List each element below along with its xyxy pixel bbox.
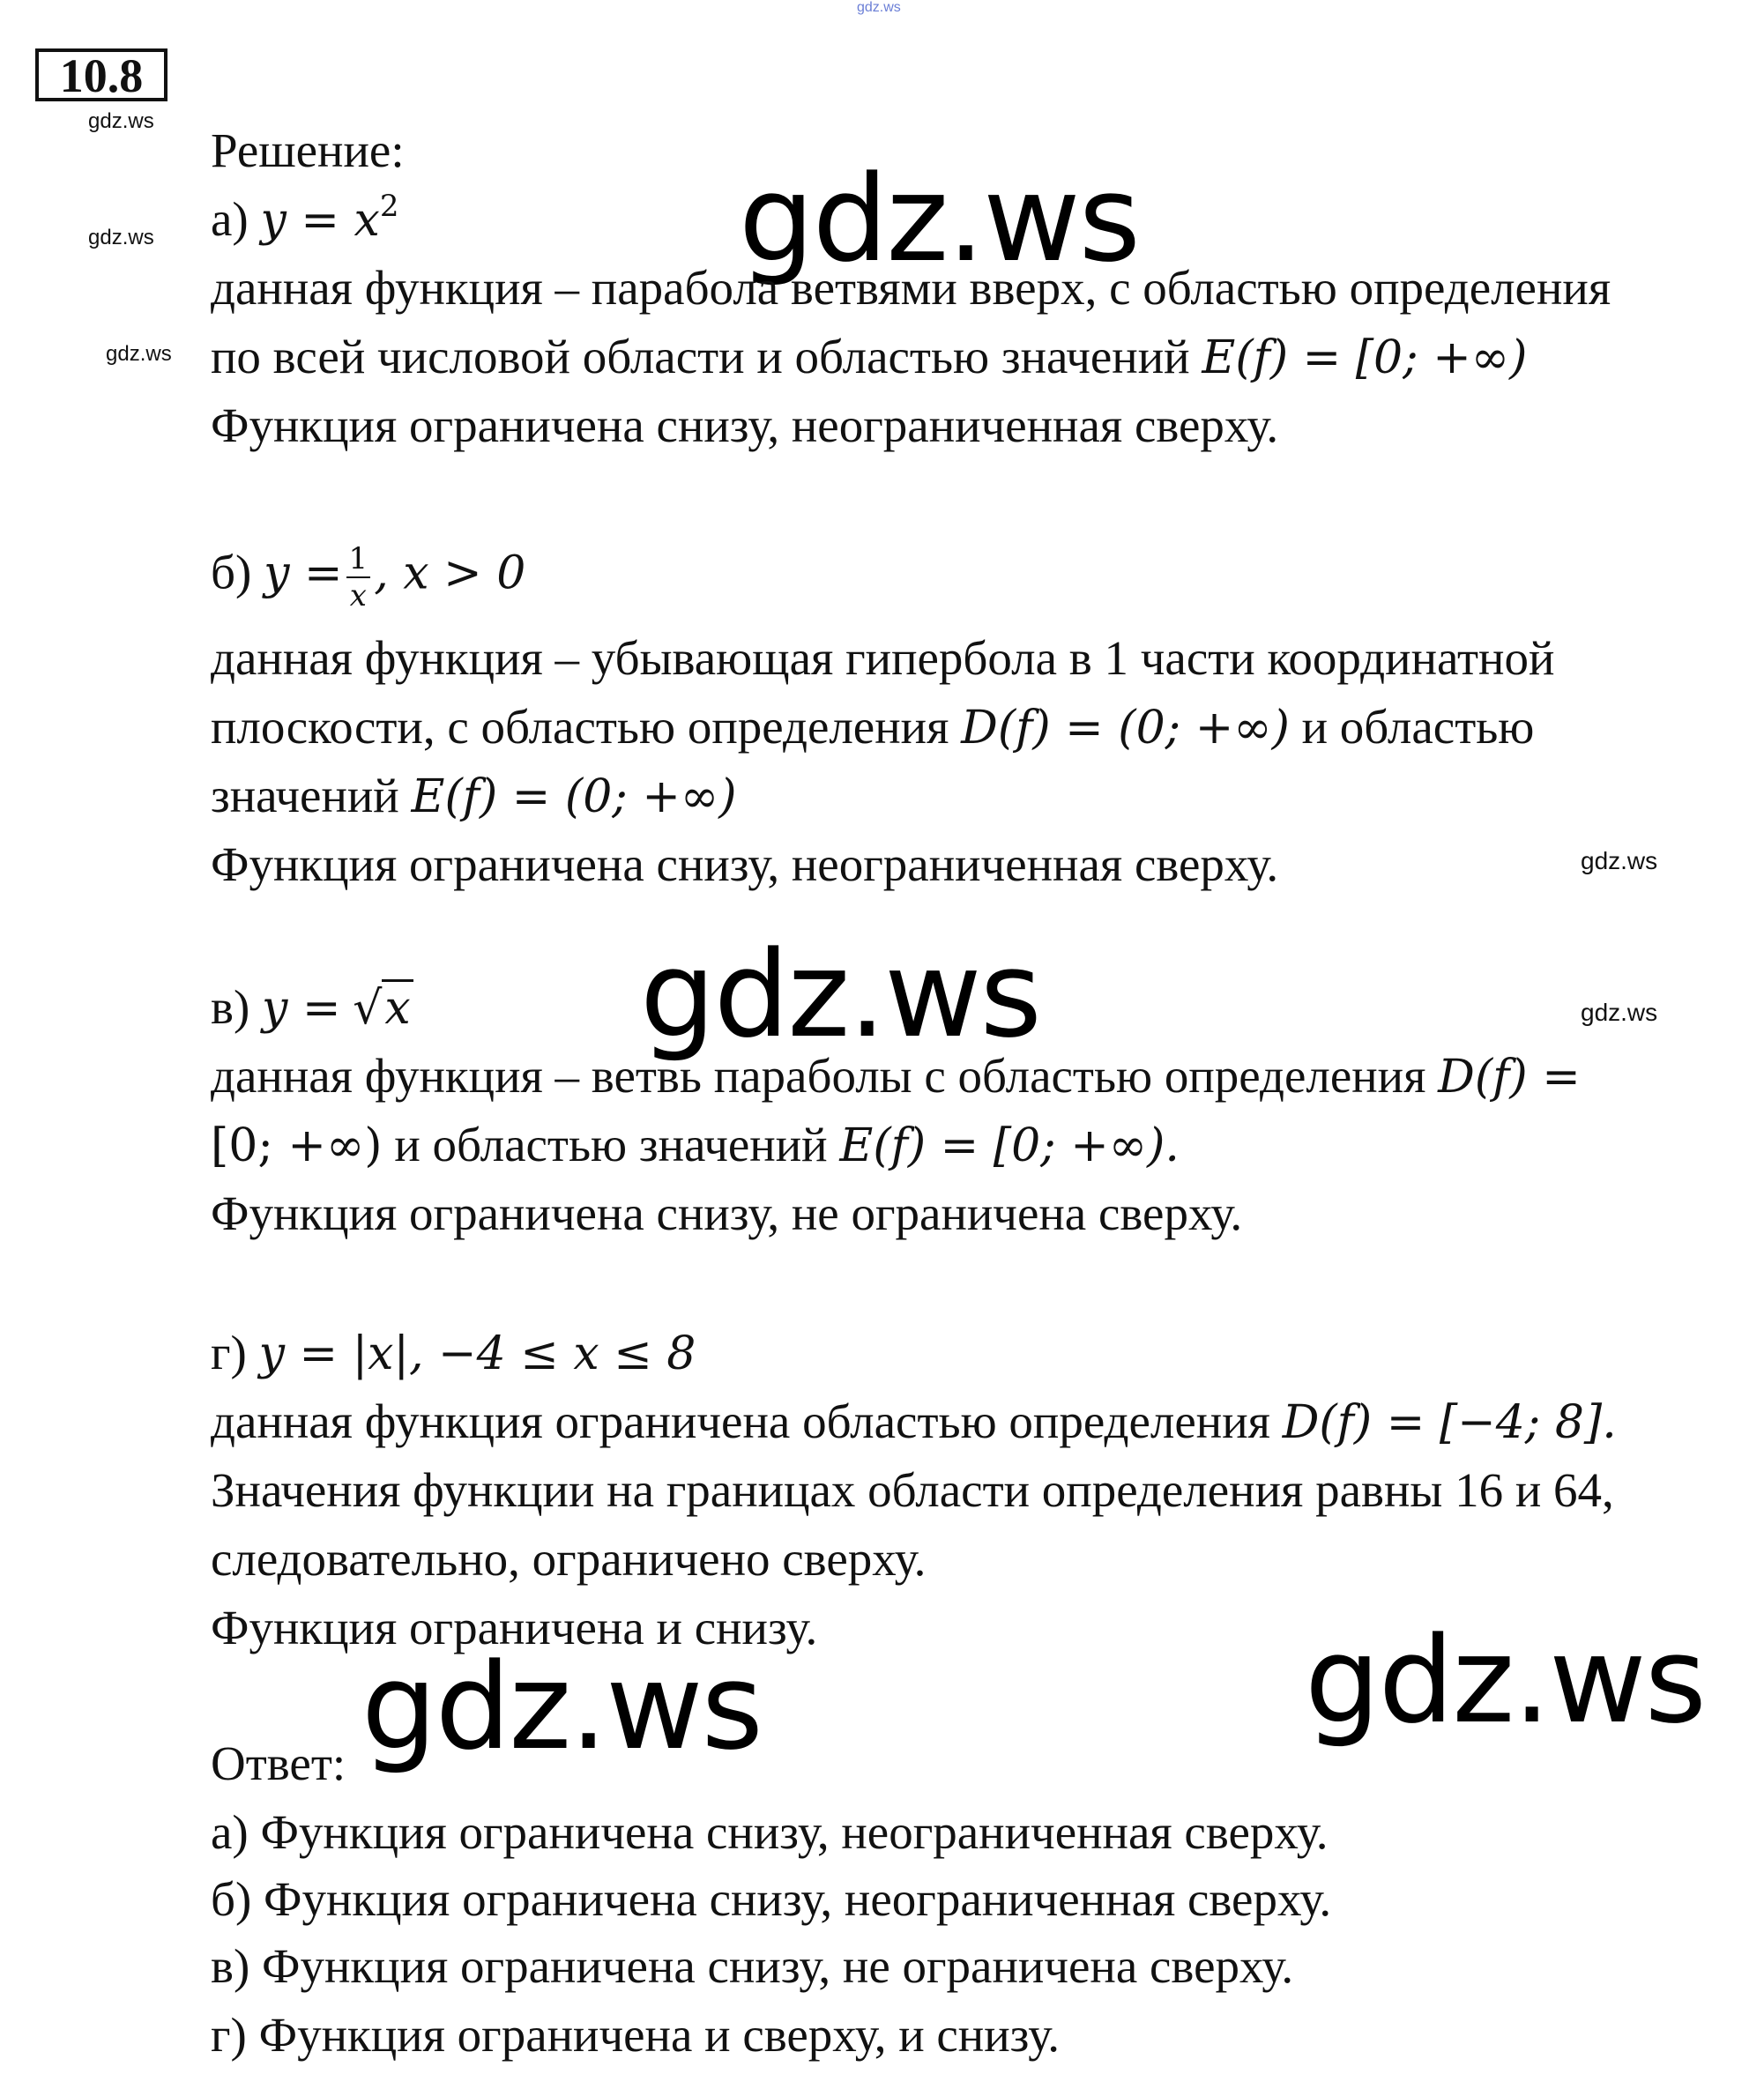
math: E(f) = (0; +∞) [411, 770, 737, 823]
exponent: 2 [379, 189, 399, 224]
text: данная функция ограничена областью определения [211, 1394, 1270, 1448]
math: D(f) = (0; +∞) [961, 702, 1290, 755]
watermark-large: gdz.ws [640, 926, 1040, 1064]
part-c-conclusion: Функция ограничена снизу, не ограничена сверху. [211, 1186, 1243, 1240]
formula-lhs: y = [262, 982, 341, 1035]
part-d-line1 [211, 1391, 1617, 1453]
watermark-small: gdz.ws [1581, 999, 1658, 1026]
part-b-line3 [211, 765, 737, 828]
part-c-line2 [211, 1114, 1180, 1177]
text: и областью значений [394, 1118, 828, 1171]
math: E(f) = [0; +∞) [1202, 331, 1528, 384]
part-b-line1: данная функция – убывающая гипербола в 1 части координатной [211, 631, 1555, 685]
part-a-conclusion: Функция ограничена снизу, неограниченная сверху. [211, 398, 1279, 452]
answer-item: а) Функция ограничена снизу, неограниченная сверху. [211, 1805, 1329, 1859]
part-d-formula [211, 1322, 696, 1385]
text: данная функция – ветвь параболы с областью определения [211, 1049, 1426, 1103]
solution-heading: Решение: [211, 123, 405, 177]
problem-number-badge: 10.8 [35, 48, 167, 101]
part-c-formula [211, 977, 413, 1039]
text-tail: и областью [1301, 700, 1535, 754]
answer-heading: Ответ: [211, 1736, 346, 1790]
part-b-formula [211, 541, 525, 613]
text: значений [211, 769, 399, 822]
watermark-top: gdz.ws [857, 0, 901, 15]
part-label: б) [211, 545, 252, 599]
answer-item: г) Функция ограничена и сверху, и снизу. [211, 2008, 1060, 2062]
part-c-line1 [211, 1045, 1581, 1108]
part-d-line3: следовательно, ограничено сверху. [211, 1532, 927, 1586]
part-d-conclusion: Функция ограничена и снизу. [211, 1601, 818, 1654]
text: плоскости, с областью определения [211, 700, 949, 754]
formula: y = x [260, 194, 380, 247]
part-label: а) [211, 192, 249, 246]
formula: y = |x|, −4 ≤ x ≤ 8 [258, 1327, 696, 1380]
part-a-line2 [211, 326, 1527, 389]
watermark-large: gdz.ws [739, 150, 1139, 288]
watermark-small: gdz.ws [88, 109, 154, 133]
square-root [353, 979, 413, 1035]
sqrt-sign: √ [353, 982, 383, 1035]
numerator: 1 [346, 541, 371, 578]
watermark-large: gdz.ws [1305, 1611, 1705, 1750]
fraction [346, 541, 371, 613]
part-label: в) [211, 980, 250, 1034]
answer-item: б) Функция ограничена снизу, неограниченная сверху. [211, 1872, 1332, 1926]
formula-lhs: y = [264, 546, 343, 600]
watermark-small: gdz.ws [106, 342, 172, 366]
formula-rhs: , x > 0 [374, 546, 526, 600]
part-b-line2 [211, 696, 1534, 759]
part-b-conclusion: Функция ограничена снизу, неограниченная сверху. [211, 837, 1279, 891]
watermark-small: gdz.ws [1581, 847, 1658, 874]
text: по всей числовой области и областью значений [211, 330, 1190, 383]
math: D(f) = [1438, 1051, 1581, 1104]
math: [0; +∞) [211, 1119, 383, 1172]
watermark-large: gdz.ws [361, 1638, 762, 1776]
part-label: г) [211, 1326, 247, 1379]
denominator: x [349, 578, 367, 613]
part-d-line2: Значения функции на границах области определения равны 16 и 64, [211, 1463, 1614, 1517]
part-a-formula [211, 189, 398, 256]
answer-item: в) Функция ограничена снизу, не ограничена сверху. [211, 1939, 1294, 1993]
math: D(f) = [−4; 8]. [1282, 1396, 1617, 1449]
part-a-line1: данная функция – парабола ветвями вверх, с областью определения [211, 261, 1611, 315]
radicand: x [382, 979, 413, 1035]
math: E(f) = [0; +∞). [839, 1119, 1180, 1172]
watermark-small: gdz.ws [88, 226, 154, 249]
